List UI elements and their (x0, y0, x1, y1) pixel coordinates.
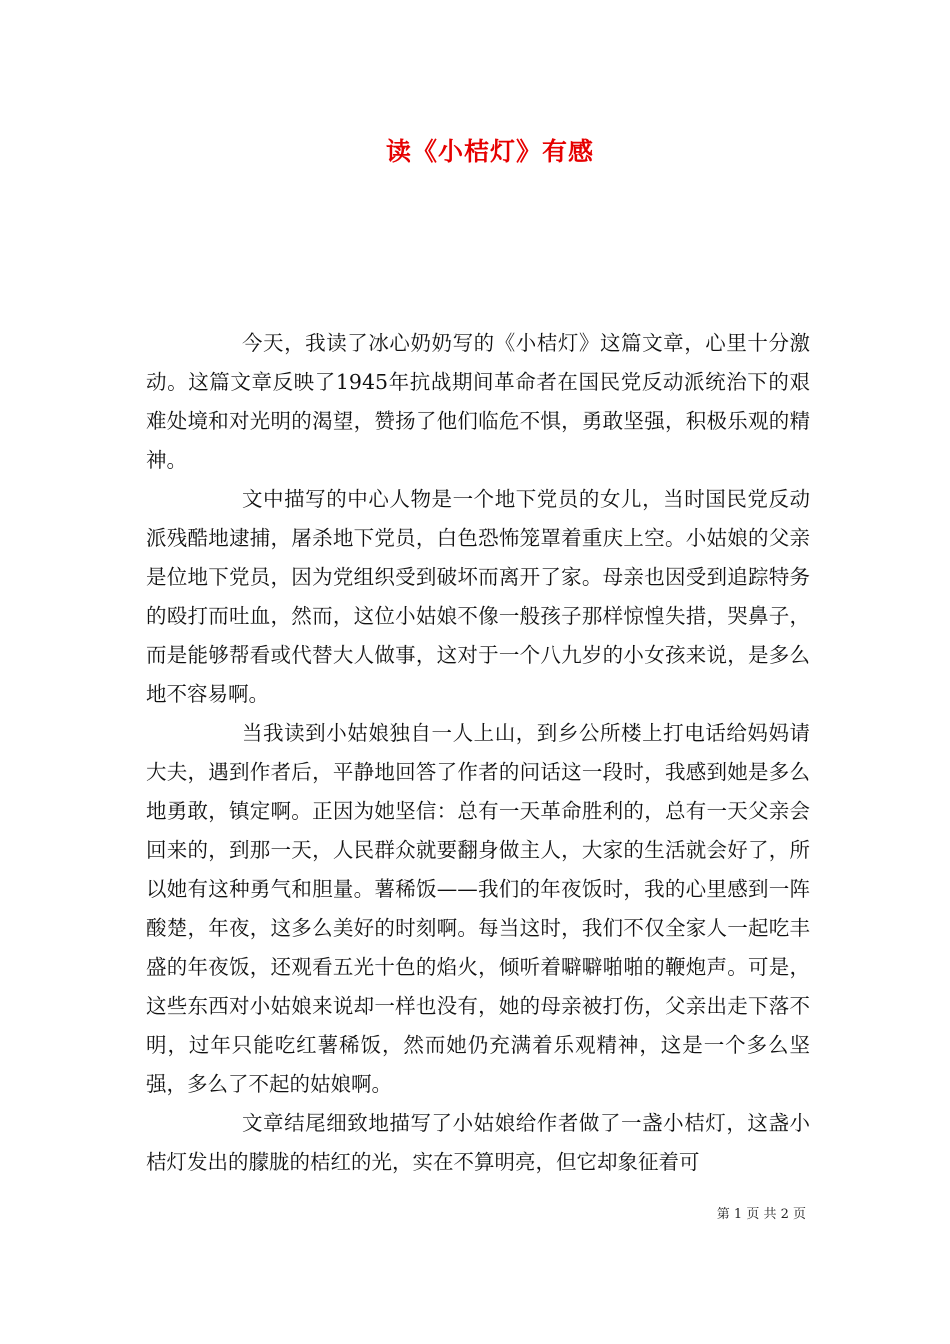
paragraph-1: 今天，我读了冰心奶奶写的《小桔灯》这篇文章，心里十分激动。这篇文章反映了1945年抗战期间革命者在国民党反动派统治下的艰难处境和对光明的渴望，赞扬了他们临危不惧，勇敢坚强，积极乐观的精神。 (146, 331, 810, 472)
paragraph-4: 文章结尾细致地描写了小姑娘给作者做了一盏小桔灯，这盏小桔灯发出的朦胧的桔红的光，实在不算明亮，但它却象征着可 (146, 1111, 810, 1174)
document-body (146, 324, 810, 1182)
page-number-footer: 第 1 页 共 2 页 (716, 1207, 806, 1222)
page-title: 读《小桔灯》有感 (385, 137, 594, 166)
paragraph-3: 当我读到小姑娘独自一人上山，到乡公所楼上打电话给妈妈请大夫，遇到作者后，平静地回答了作者的问话这一段时，我感到她是多么地勇敢，镇定啊。正因为她坚信：总有一天革命胜利的，总有一天父亲会回来的，到那一天，人民群众就要翻身做主人，大家的生活就会好了，所以她有这种勇气和胆量。薯稀饭——我们的年夜饭时，我的心里感到一阵酸楚，年夜，这多么美好的时刻啊。每当这时，我们不仅全家人一起吃丰盛的年夜饭，还观看五光十色的焰火，倾听着噼噼啪啪的鞭炮声。可是，这些东西对小姑娘来说却一样也没有，她的母亲被打伤，父亲出走下落不明，过年只能吃红薯稀饭，然而她仍充满着乐观精神，这是一个多么坚强，多么了不起的姑娘啊。 (146, 721, 810, 1096)
paragraph-2: 文中描写的中心人物是一个地下党员的女儿，当时国民党反动派残酷地逮捕，屠杀地下党员，白色恐怖笼罩着重庆上空。小姑娘的父亲是位地下党员，因为党组织受到破坏而离开了家。母亲也因受到追踪特务的殴打而吐血，然而，这位小姑娘不像一般孩子那样惊惶失措，哭鼻子，而是能够帮看或代替大人做事，这对于一个八九岁的小女孩来说，是多么地不容易啊。 (146, 487, 810, 706)
